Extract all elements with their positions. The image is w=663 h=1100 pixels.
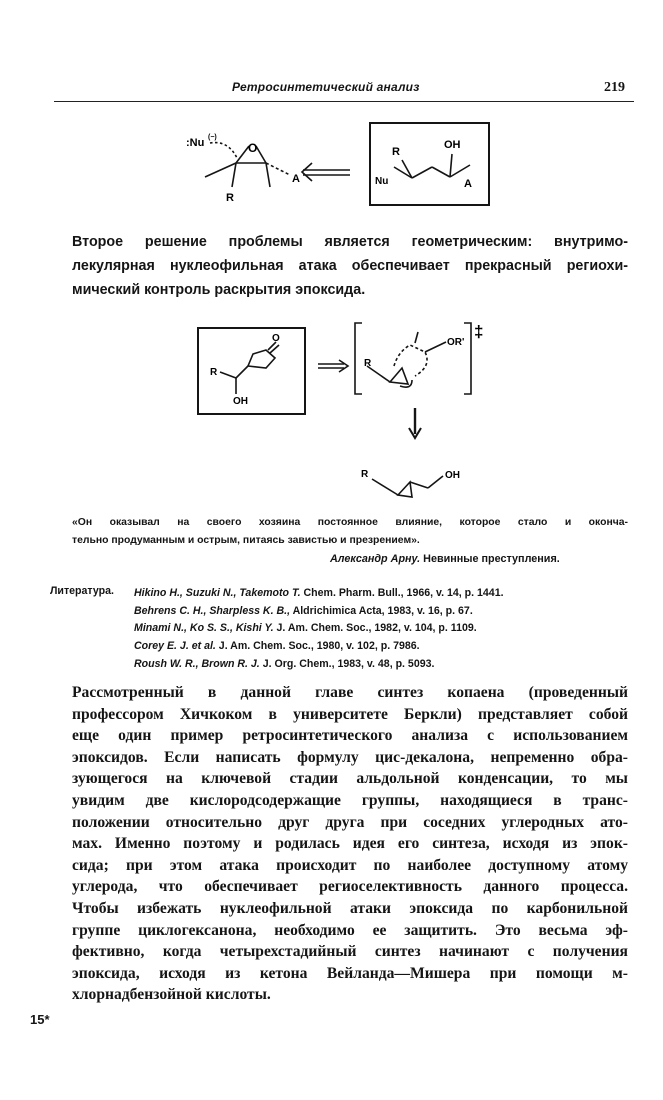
reference-source: Aldrichimica Acta, 1983, v. 16, p. 67. (292, 604, 473, 617)
a-label: A (292, 173, 300, 185)
ts-bracket-left (355, 323, 362, 394)
reference-item (134, 620, 504, 638)
reference-item (134, 585, 504, 603)
reference-source: J. Org. Chem., 1983, v. 48, p. 5093. (262, 657, 435, 670)
paragraph-2-line: углерода, что обеспечивает региоселективность данного процесса. (72, 878, 628, 896)
running-header-title: Ретросинтетический анализ (232, 80, 420, 94)
paragraph-2-line: сида; при этом атака происходит по наиболее доступному атому (72, 856, 628, 874)
paragraph-2-line: профессором Хичкоком в университете Беркли) представляет собой (72, 705, 628, 723)
reference-item (134, 603, 504, 621)
reference-source: Chem. Pharm. Bull., 1966, v. 14, p. 1441. (303, 587, 504, 599)
nu-label: :Nu (186, 137, 205, 149)
forward-arrow-head (339, 360, 348, 372)
product-oh-bond (428, 476, 443, 488)
quote-author: Александр Арну. (330, 553, 421, 565)
paragraph-2-line: эпоксидов. Если написать формулу цис-декалона, непременно обра- (72, 748, 628, 766)
box1-a-label: A (464, 178, 472, 190)
signature-mark: 15* (30, 1012, 50, 1027)
product-r-label: R (361, 469, 369, 480)
paragraph-2-line: Рассмотренный в данной главе синтез копаена (проведенный (72, 684, 628, 701)
ts-epoxide (390, 368, 408, 384)
literature-label: Литература. (50, 585, 114, 597)
paragraph-2-line: хлорнадбензойной кислоты. (72, 986, 271, 1004)
paragraph-2-line: положении относительно друг друга при соседних углеродных ато- (72, 813, 628, 831)
quote-attribution (330, 553, 560, 565)
product-oh-label: OH (445, 470, 460, 481)
literature-list (134, 585, 504, 674)
box2-oh-label: OH (233, 396, 248, 407)
ts-bracket-right (464, 323, 471, 394)
reference-authors: Hikino H., Suzuki N., Takemoto T. (134, 587, 301, 599)
reference-item (134, 656, 504, 674)
paragraph-2-line: эпоксида, исходя из кетона Вейланда—Мишера при помощи м- (72, 964, 628, 982)
reference-item (134, 638, 504, 656)
paragraph-1-line: лекулярная нуклеофильная атака обеспечивает прекрасный региохи- (72, 257, 628, 274)
paragraph-2-line: Чтобы избежать нуклеофильной атаки эпоксида по карбонильной (72, 899, 628, 917)
paragraph-2-line: фективно, когда четырехстадийный синтез начинают с получения (72, 943, 628, 961)
paragraph-1-line: Второе решение проблемы является геометрическим: внутримо- (72, 234, 628, 250)
paragraph-1-line: мический контроль раскрытия эпоксида. (72, 281, 366, 298)
page-number: 219 (604, 80, 625, 95)
box2-r-label: R (210, 367, 218, 378)
epoxide-o-label: O (248, 141, 258, 155)
paragraph-2-line: увидим две кислородсодержащие группы, находящиеся в транс- (72, 791, 628, 809)
epigraph-quote (72, 514, 628, 549)
reference-authors: Corey E. J. et al. (134, 640, 216, 653)
ts-r-label: R (364, 358, 372, 369)
quote-line: тельно продуманным и острым, питаясь завистью и презрением». (72, 534, 420, 546)
box1-nu-label: Nu (375, 176, 389, 187)
box2-o-label: O (272, 333, 280, 344)
nu-charge: (−) (208, 134, 217, 141)
ts-or-bond (425, 342, 446, 352)
box1-r-label: R (392, 146, 400, 158)
ts-dagger: ‡ (474, 322, 484, 341)
box1-oh-label: OH (444, 139, 461, 151)
reference-authors: Roush W. R., Brown R. J. (134, 657, 260, 670)
product-ch2-bond (410, 482, 428, 488)
paragraph-2-line: зующегося на ключевой стадии альдольной конденсации, то мы (72, 770, 628, 788)
product-epoxide (398, 482, 412, 497)
reference-authors: Behrens C. H., Sharpless K. B., (134, 604, 291, 617)
reference-source: J. Am. Chem. Soc., 1982, v. 104, p. 1109. (276, 622, 477, 635)
paragraph-2-line: мах. Именно поэтому и родилась идея его синтеза, исходя из эпок- (72, 835, 628, 853)
paragraph-2 (72, 682, 628, 1006)
quote-line: «Он оказывал на своего хозяина постоянное влияние, которое стало и оконча- (72, 517, 628, 528)
reference-authors: Minami N., Ko S. S., Kishi Y. (134, 622, 274, 635)
ts-carbonyl (415, 332, 418, 343)
r-label: R (226, 192, 234, 204)
box2-chain-bond (236, 366, 248, 378)
reference-source: J. Am. Chem. Soc., 1980, v. 102, p. 7986. (218, 640, 420, 653)
box2-r-bond (220, 372, 236, 378)
product-r-bond (372, 479, 398, 495)
ts-or-label: OR' (447, 337, 465, 348)
paragraph-2-line: еще один пример ретросинтетического анализа с использованием (72, 727, 628, 745)
quote-work: Невинные преступления. (423, 553, 560, 565)
paragraph-2-line: группе циклогексанона, необходимо ее защитить. Это весьма эф- (72, 921, 628, 939)
